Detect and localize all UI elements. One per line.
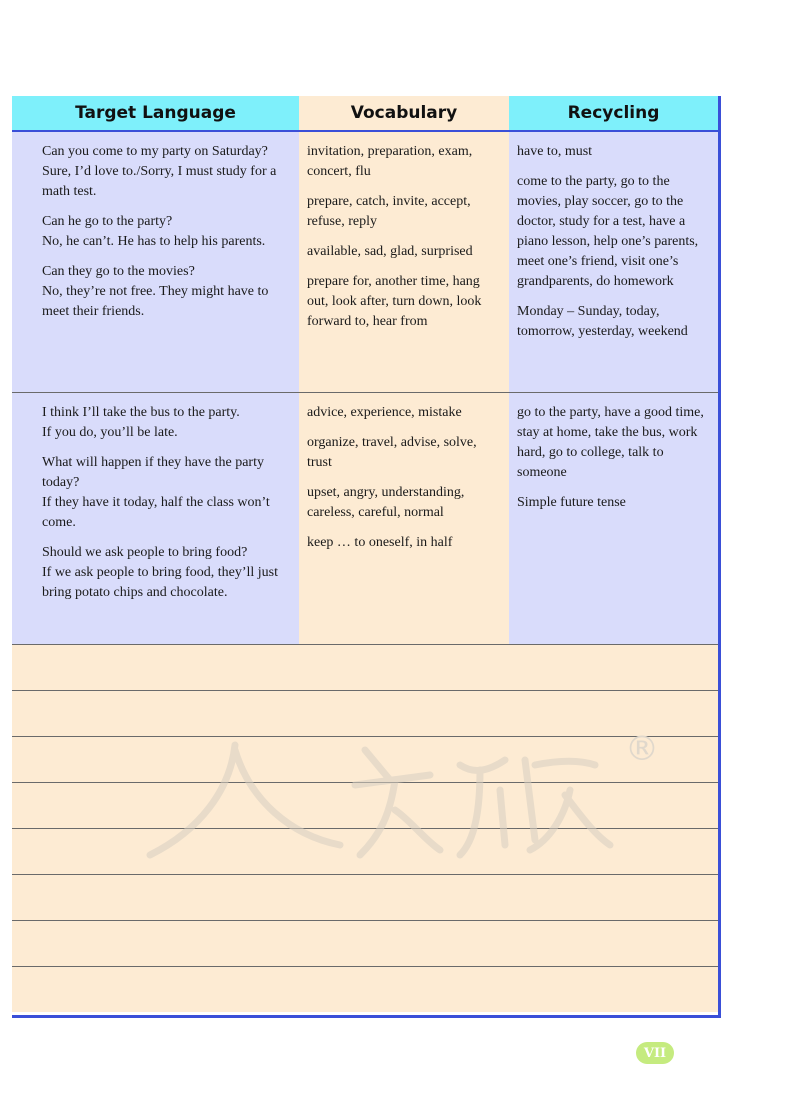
- blank-lined-area: [12, 645, 718, 1012]
- header-vocabulary: Vocabulary: [299, 96, 509, 130]
- recycling-paragraph: go to the party, have a good time, stay at home, take the bus, work hard, go to college, talk to someone: [517, 405, 704, 480]
- vocabulary-paragraph: available, sad, glad, surprised: [307, 244, 473, 259]
- header-recycling: Recycling: [509, 96, 718, 130]
- blank-line: [12, 921, 718, 967]
- target-language-paragraph: Should we ask people to bring food? If we ask people to bring food, they’ll just bring potato chips and chocolate.: [42, 545, 279, 600]
- recycling-cell: [509, 132, 718, 392]
- vocabulary-paragraph: organize, travel, advise, solve, trust: [307, 435, 477, 470]
- recycling-paragraph: Monday – Sunday, today, tomorrow, yesterday, weekend: [517, 304, 688, 339]
- target-language-paragraph: I think I’ll take the bus to the party. If you do, you’ll be late.: [42, 405, 240, 440]
- recycling-paragraph: Simple future tense: [517, 495, 626, 510]
- target-language-cell: [12, 393, 299, 644]
- page-number-badge: VII: [636, 1042, 674, 1064]
- blank-line: [12, 737, 718, 783]
- target-language-cell: [12, 132, 299, 392]
- vocabulary-paragraph: prepare, catch, invite, accept, refuse, reply: [307, 194, 471, 229]
- blank-line: [12, 967, 718, 1012]
- target-language-paragraph: Can you come to my party on Saturday? Sure, I’d love to./Sorry, I must study for a math test.: [42, 144, 277, 199]
- blank-line: [12, 691, 718, 737]
- table-header-row: [12, 96, 718, 132]
- blank-line: [12, 829, 718, 875]
- recycling-paragraph: have to, must: [517, 144, 593, 159]
- vocabulary-paragraph: keep … to oneself, in half: [307, 535, 453, 550]
- recycling-cell: [509, 393, 718, 644]
- vocabulary-cell: [299, 132, 509, 392]
- blank-line: [12, 645, 718, 691]
- vocabulary-paragraph: invitation, preparation, exam, concert, flu: [307, 144, 473, 179]
- vocabulary-paragraph: advice, experience, mistake: [307, 405, 462, 420]
- unit-overview-table: [12, 96, 721, 1018]
- vocabulary-cell: [299, 393, 509, 644]
- target-language-paragraph: Can he go to the party? No, he can’t. He has to help his parents.: [42, 214, 266, 249]
- vocabulary-paragraph: prepare for, another time, hang out, look after, turn down, look forward to, hear from: [307, 274, 482, 329]
- recycling-paragraph: come to the party, go to the movies, play soccer, go to the doctor, study for a test, have a piano lesson, help one’s parents, meet one’s friend, visit one’s grandparents, do homework: [517, 174, 699, 289]
- table-row: [12, 393, 718, 645]
- registered-mark: ®: [625, 729, 659, 769]
- table-row: [12, 132, 718, 393]
- blank-line: [12, 875, 718, 921]
- header-target-language: Target Language: [12, 96, 299, 130]
- blank-line: [12, 783, 718, 829]
- target-language-paragraph: Can they go to the movies? No, they’re not free. They might have to meet their friends.: [42, 264, 269, 319]
- target-language-paragraph: What will happen if they have the party today? If they have it today, half the class won’t come.: [42, 455, 270, 530]
- vocabulary-paragraph: upset, angry, understanding, careless, careful, normal: [307, 485, 465, 520]
